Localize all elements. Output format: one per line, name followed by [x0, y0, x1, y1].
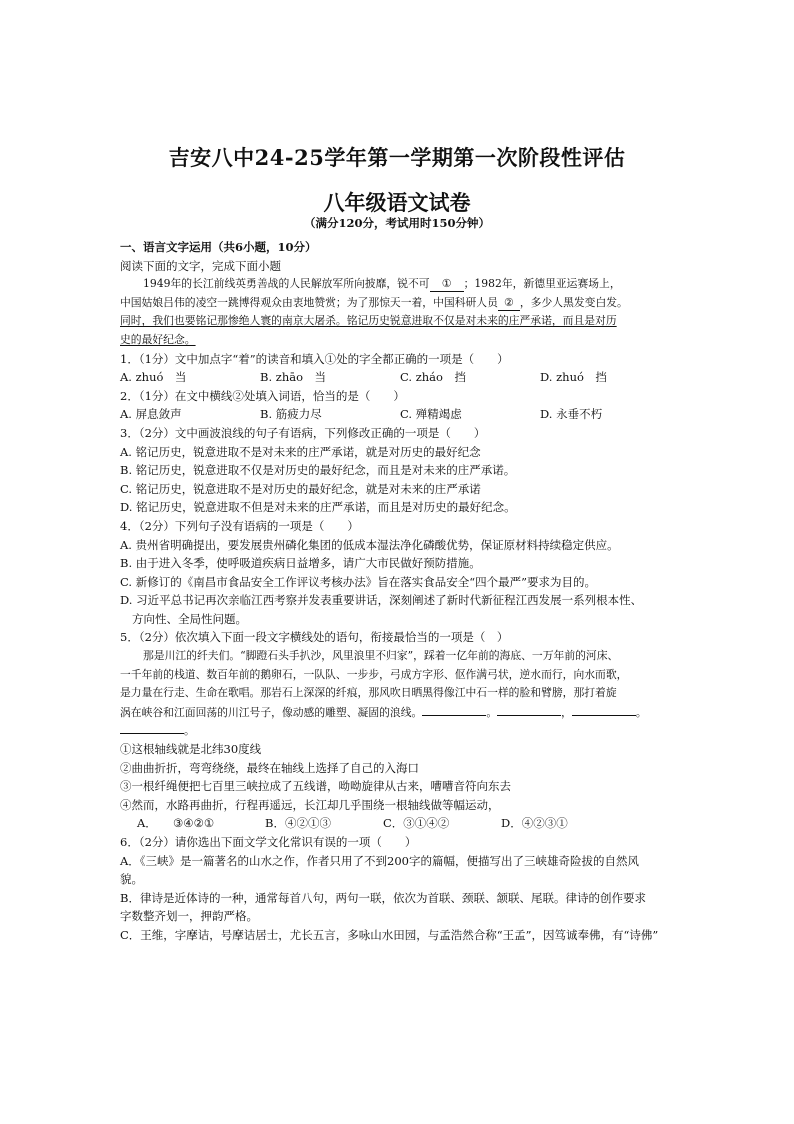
option-b: B．④②①③: [265, 816, 331, 831]
question-5-options: [120, 814, 680, 833]
q5-passage-line-5: [120, 721, 680, 740]
punct: 。: [184, 724, 195, 738]
option-b: B. zhāo 当: [260, 370, 327, 385]
option-b: B. 铭记历史，锐意进取不仅是对历史的最好纪念，而且是对未来的庄严承诺。: [120, 463, 516, 478]
option-b: B．律诗是近体诗的一种，通常每首八句，两句一联，依次为首联、颈联、颔联、尾联。律诗的创作要求: [120, 890, 646, 905]
punct: 。: [486, 705, 498, 719]
q5-passage-line-2: 一千年前的栈道、数百年前的鹅卵石，一队队、一步步，弓成方字形、伛作满弓状，逆水而行，向水而歌，: [120, 667, 628, 681]
question-2-stem: 2．（1分）在文中横线②处填入词语，恰当的是（ ）: [120, 388, 405, 403]
option-c: C. 铭记历史，锐意进取不是对历史的最好纪念，就是对未来的庄严承诺: [120, 481, 481, 496]
q5-item-3: ③一根纤绳便把七百里三峡拉成了五线谱，呦呦旋律从古来，嘈嘈音符向东去: [120, 779, 511, 794]
q5-item-1: ①这根轴线就是北纬30度线: [120, 742, 262, 757]
exam-subtitle: 八年级语文试卷: [323, 190, 471, 215]
answer-blank: [497, 703, 561, 716]
question-1-stem: 1．（1分）文中加点字“着”的读音和填入①处的字全都正确的一项是（ ）: [120, 351, 509, 366]
answer-blank: [422, 703, 486, 716]
option-b: B. 由于进入冬季，使呼吸道疾病日益增多，请广大市民做好预防措施。: [120, 556, 481, 571]
q5-item-2: ②曲曲折折，弯弯绕绕，最终在轴线上选择了自己的入海口: [120, 760, 419, 775]
option-c: C．王维，字摩诘，号摩诘居士，尤长五言，多咏山水田园，与孟浩然合称“王孟”，因笃诚奉佛，有“诗佛”: [120, 927, 659, 942]
passage-line-3: [120, 312, 680, 331]
option-d: D. 铭记历史，锐意进取不但是对未来的庄严承诺，而且是对历史的最好纪念。: [120, 500, 516, 515]
q5-passage-line-3: 是力量在行走、生命在歌唱。那岩石上深深的纤痕，那风吹日晒黑得像江中石一样的脸和臂膀，那打着旋: [120, 686, 617, 700]
question-1-options: [120, 368, 680, 387]
option-a: A．《三峡》是一篇著名的山水之作，作者只用了不到200字的篇幅，便描写出了三峡雄奇险拔的自然风: [120, 853, 639, 868]
option-b-continued: 字数整齐划一，押韵严格。: [120, 909, 258, 924]
option-c: C．③①④②: [383, 816, 450, 831]
passage-line-4: [120, 331, 680, 350]
answer-blank: [120, 721, 184, 734]
option-d: D. 习近平总书记再次亲临江西考察并发表重要讲话，深刻阐述了新时代新征程江西发展一系列根本性、: [120, 593, 643, 608]
q5-passage-line-4: [120, 703, 680, 722]
option-a: A. zhuó 当: [120, 370, 187, 385]
answer-blank: [572, 703, 636, 716]
punct: ，: [561, 705, 572, 719]
passage-text: 涡在峡谷和江面回荡的川江号子，像动感的雕塑、凝固的浪线。: [120, 705, 423, 719]
question-6-stem: 6．（2分）请你选出下面文学文化常识有误的一项（ ）: [120, 835, 417, 849]
reading-intro: 阅读下面的文字，完成下面小题: [120, 258, 281, 273]
passage-text: 中国姑娘吕伟的凌空一跳博得观众由衷地赞赏；为了那惊天一着，中国科研人员: [120, 295, 498, 309]
option-d: D. 永垂不朽: [540, 407, 603, 422]
option-c: C. zháo 挡: [400, 370, 466, 385]
passage-text: 同时，我们也要铭记那惨绝人寰的南京大屠杀。铭记历史锐意进取不仅是对未来的庄严承诺，而且是对历: [120, 314, 617, 328]
option-b: B. 筋疲力尽: [260, 407, 322, 422]
option-a-label: A．: [137, 816, 157, 831]
passage-text: ；1982年，新德里亚运赛场上，: [463, 277, 621, 291]
question-4-stem: 4．（2分）下列句子没有语病的一项是（ ）: [120, 518, 359, 533]
option-d-continued: 方向性、全局性问题。: [132, 611, 247, 626]
exam-title: 吉安八中24-25学年第一学期第一次阶段性评估: [168, 145, 626, 170]
passage-text: 史的最好纪念。: [120, 332, 196, 346]
exam-content: [120, 238, 680, 945]
question-5-stem: 5．（2分）依次填入下面一段文字横线处的语句，衔接最恰当的一项是（ ）: [120, 630, 509, 645]
option-d: D. zhuó 挡: [540, 370, 607, 385]
passage-text: ，多少人黑发变白发。: [519, 295, 628, 309]
q5-item-4: ④然而，水路再曲折，行程再遥远，长江却几乎围绕一根轴线做等幅运动，: [120, 797, 500, 812]
option-a: ③④②①: [173, 816, 215, 831]
section-heading: 一、语言文字运用（共6小题，10分）: [120, 240, 317, 254]
score-time-note: （满分120分，考试用时150分钟）: [303, 216, 490, 230]
q5-passage-line-1: 那是川江的纤夫们。“脚蹬石头手扒沙，风里浪里不归家”，踩着一亿年前的海底、一万年前的河床、: [143, 649, 619, 663]
passage-line-1: [120, 275, 680, 294]
blank-1: ①: [430, 277, 464, 292]
option-c: C. 新修订的《南昌市食品安全工作评议考核办法》旨在落实食品安全“四个最严”要求为目的。: [120, 574, 596, 589]
blank-2: ②: [498, 296, 520, 311]
question-2-options: [120, 405, 680, 424]
passage-line-2: [120, 294, 680, 313]
option-c: C. 殚精竭虑: [400, 407, 462, 422]
option-a-continued: 貌。: [120, 872, 143, 887]
option-a: A. 贵州省明确提出，要发展贵州磷化集团的低成本湿法净化磷酸优势，保证原材料持续稳定供应。: [120, 537, 619, 552]
question-3-stem: 3．（2分）文中画波浪线的句子有语病，下列修改正确的一项是（ ）: [120, 425, 486, 440]
option-a: A. 铭记历史，锐意进取不是对未来的庄严承诺，就是对历史的最好纪念: [120, 444, 481, 459]
passage-text: 1949年的长江前线英勇善战的人民解放军所向披靡，锐不可: [143, 277, 430, 291]
option-a: A. 屏息敛声: [120, 407, 182, 422]
punct: 。: [635, 705, 647, 719]
option-d: D．④②③①: [501, 816, 568, 831]
